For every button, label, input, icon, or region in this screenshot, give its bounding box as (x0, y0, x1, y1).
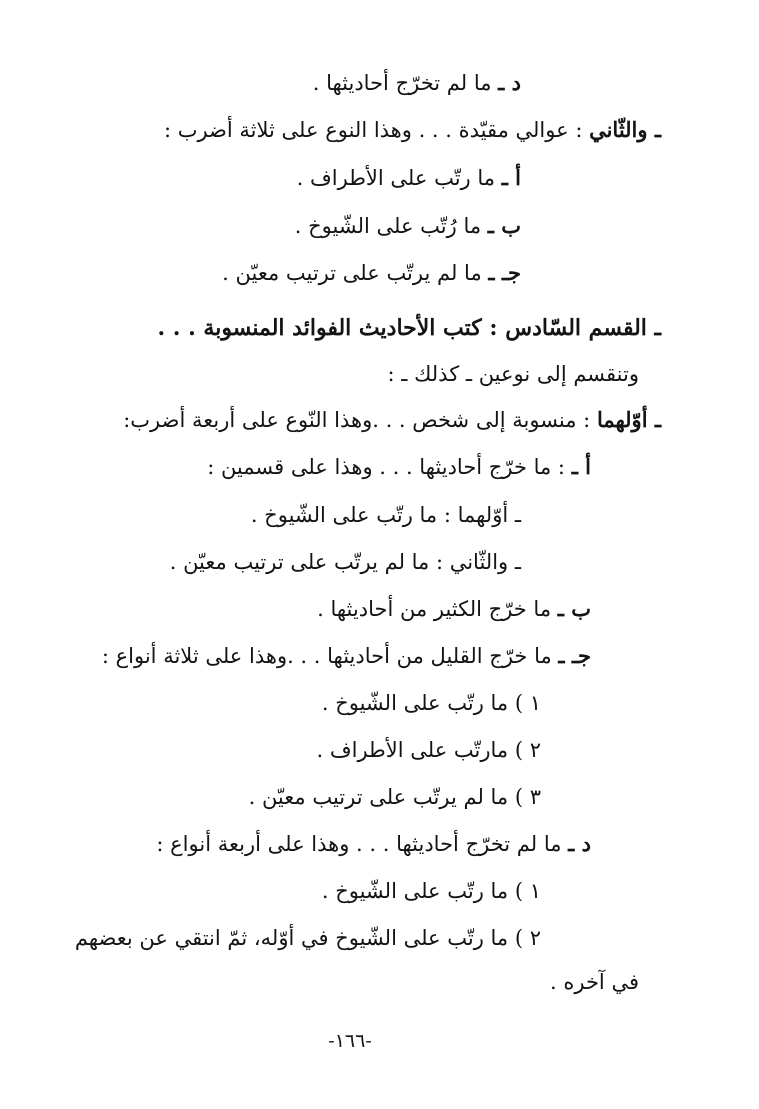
line-text: ـ أوّلهما : ما رتّب على الشّيوخ . (250, 503, 521, 527)
text-line (102, 641, 591, 671)
line-lead: ـ القسم السّادس : كتب الأحاديث الفوائد المنسوبة . . . (157, 315, 661, 341)
line-lead: ـ والثّاني (589, 117, 661, 142)
line-text: ٣ ) ما لم يرتّب على ترتيب معيّن . (248, 785, 541, 809)
line-text: ما لم يرتّب على ترتيب معيّن . (222, 261, 489, 285)
line-text: : ما خرّج أحاديثها . . . وهذا على قسمين : (207, 455, 572, 479)
text-line (317, 594, 591, 624)
text-line (222, 258, 521, 288)
line-text: ما رتّب على الأطراف . (296, 166, 502, 190)
text-line (207, 452, 591, 482)
line-text: ـ والثّاني : ما لم يرتّب على ترتيب معيّن . (169, 550, 521, 574)
line-lead: ب ـ (487, 213, 521, 238)
line-text: ٢ ) مارتّب على الأطراف . (316, 738, 541, 762)
line-lead: د ـ (498, 70, 521, 95)
list-item (322, 688, 541, 718)
text-line (170, 547, 521, 577)
page-number: -١٦٦- (328, 1030, 372, 1052)
text-line (123, 405, 661, 435)
list-item (75, 923, 541, 953)
line-lead: أ ـ (501, 165, 521, 190)
text-line (156, 829, 591, 859)
line-lead: أ ـ (571, 454, 591, 479)
line-lead: د ـ (568, 831, 591, 856)
line-lead: جـ ـ (488, 260, 521, 285)
line-text: ما خرّج الكثير من أحاديثها . (317, 597, 558, 621)
text-line (295, 211, 521, 241)
text-line (388, 359, 640, 389)
line-text: وتنقسم إلى نوعين ـ كذلك ـ : (387, 362, 639, 386)
line-lead: جـ ـ (558, 643, 591, 668)
line-text: في آخره . (550, 970, 639, 994)
text-line (251, 500, 521, 530)
text-line (313, 68, 521, 98)
line-text: ١ ) ما رتّب على الشّيوخ . (321, 691, 541, 715)
line-text: : منسوبة إلى شخص . . .وهذا النّوع على أربعة أضرب: (123, 408, 597, 432)
line-text: ٢ ) ما رتّب على الشّيوخ في أوّله، ثمّ انتقي عن بعضهم (74, 926, 541, 950)
list-item (317, 735, 541, 765)
list-item (249, 782, 541, 812)
line-text: : عوالي مقيّدة . . . وهذا النوع على ثلاثة أضرب : (163, 118, 590, 142)
text-line (550, 967, 639, 997)
line-text: ما لم تخرّج أحاديثها . . . وهذا على أربعة أنواع : (156, 832, 569, 856)
line-text: ما لم تخرّج أحاديثها . (312, 71, 499, 95)
text-line (297, 163, 521, 193)
line-lead: ـ أوّلهما (596, 407, 661, 432)
line-text: ١ ) ما رتّب على الشّيوخ . (321, 879, 541, 903)
list-item (322, 876, 541, 906)
line-text: ما رُتّب على الشّيوخ . (294, 214, 488, 238)
section-heading (157, 313, 661, 344)
text-line (164, 115, 661, 145)
line-lead: ب ـ (557, 596, 591, 621)
line-text: ما خرّج القليل من أحاديثها . . .وهذا على ثلاثة أنواع : (101, 644, 559, 668)
